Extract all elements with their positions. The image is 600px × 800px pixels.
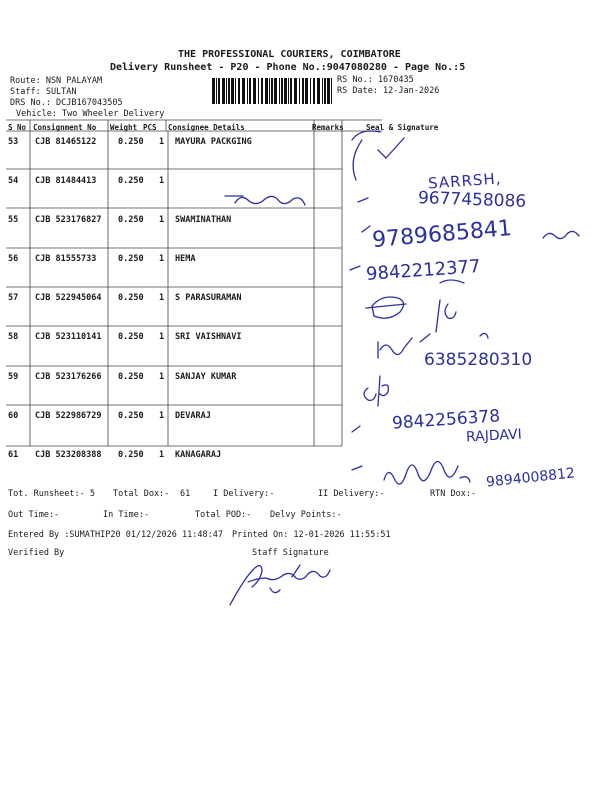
row-consignment-no: CJB 81555733: [35, 254, 97, 264]
row-consignee: MAYURA PACKGING: [175, 137, 252, 147]
row-sno: 58: [8, 332, 19, 342]
row-pcs: 1: [159, 332, 165, 342]
total-dox-label: Total Dox:-: [113, 489, 170, 499]
row-consignment-no: CJB 523176827: [35, 215, 102, 225]
row-consignment-no: CJB 81465122: [35, 137, 97, 147]
col-header-pcs: PCS: [143, 123, 157, 132]
row-consignment-no: CJB 522945064: [35, 293, 102, 303]
row-weight: 0.250: [118, 450, 144, 460]
delvy-points-label: Delvy Points:-: [270, 510, 342, 520]
row-pcs: 1: [159, 450, 165, 460]
col-header-sno: S No: [8, 123, 27, 132]
handwritten-name-row54: SARRSH,: [427, 169, 503, 193]
row-consignment-no: CJB 522986729: [35, 411, 102, 421]
row-consignee: S PARASURAMAN: [175, 293, 242, 303]
row-pcs: 1: [159, 215, 165, 225]
row-consignment-no: CJB 523176266: [35, 372, 102, 382]
drs-number: DRS No.: DCJB167043505: [10, 98, 123, 108]
row-weight: 0.250: [118, 137, 144, 147]
row-pcs: 1: [159, 372, 165, 382]
handwritten-phone-row55: 9789685841: [371, 215, 513, 254]
handwritten-phone-row56: 9842212377: [365, 256, 482, 285]
total-runsheet: Tot. Runsheet:- 5: [8, 489, 95, 499]
entered-by: Entered By :SUMATHIP20 01/12/2026 11:48:47: [8, 530, 223, 540]
row-pcs: 1: [159, 254, 165, 264]
row-consignee: HEMA: [175, 254, 196, 264]
row-weight: 0.250: [118, 293, 144, 303]
row-pcs: 1: [159, 176, 165, 186]
col-header-weight: Weight: [110, 123, 138, 132]
company-title: THE PROFESSIONAL COURIERS, COIMBATORE: [178, 49, 401, 60]
row-consignee: KANAGARAJ: [175, 450, 222, 460]
row-sno: 59: [8, 372, 19, 382]
row-sno: 61: [8, 450, 19, 460]
rs-number: RS No.: 1670435: [337, 75, 414, 85]
row-sno: 56: [8, 254, 19, 264]
handwritten-phone-row60: 9842256378: [391, 406, 501, 434]
staff-signature-label: Staff Signature: [252, 548, 329, 558]
row-consignee: SANJAY KUMAR: [175, 372, 237, 382]
row-weight: 0.250: [118, 215, 144, 225]
route-label: Route: NSN PALAYAM: [10, 76, 103, 86]
row-weight: 0.250: [118, 332, 144, 342]
row-consignment-no: CJB 523208388: [35, 450, 102, 460]
handwritten-name-row60: RAJDAVI: [465, 426, 523, 446]
total-pod-label: Total POD:-: [195, 510, 252, 520]
vehicle-label: Vehicle: Two Wheeler Delivery: [16, 109, 165, 119]
col-header-consignee: Consignee Details: [168, 123, 245, 132]
handwritten-phone-row54: 9677458086: [417, 188, 527, 212]
row-consignment-no: CJB 81484413: [35, 176, 97, 186]
row-weight: 0.250: [118, 176, 144, 186]
row-sno: 55: [8, 215, 19, 225]
runsheet-subtitle: Delivery Runsheet - P20 - Phone No.:9047080280 - Page No.:5: [110, 62, 466, 73]
staff-label: Staff: SULTAN: [10, 87, 77, 97]
row-sno: 54: [8, 176, 19, 186]
row-weight: 0.250: [118, 411, 144, 421]
row-consignee: DEVARAJ: [175, 411, 211, 421]
row-sno: 60: [8, 411, 19, 421]
row-pcs: 1: [159, 293, 165, 303]
verified-by-label: Verified By: [8, 548, 65, 558]
row-consignee: SWAMINATHAN: [175, 215, 232, 225]
col-header-consignment: Consignment No: [33, 123, 97, 132]
col-header-remarks: Remarks: [312, 123, 344, 132]
col-header-seal: Seal & Signature: [366, 123, 439, 132]
row-sno: 53: [8, 137, 19, 147]
row-consignment-no: CJB 523110141: [35, 332, 102, 342]
in-time-label: In Time:-: [103, 510, 150, 520]
row-sno: 57: [8, 293, 19, 303]
row-pcs: 1: [159, 137, 165, 147]
ii-delivery-label: II Delivery:-: [318, 489, 385, 499]
out-time-label: Out Time:-: [8, 510, 60, 520]
row-weight: 0.250: [118, 372, 144, 382]
row-weight: 0.250: [118, 254, 144, 264]
row-consignee: SRI VAISHNAVI: [175, 332, 242, 342]
printed-on: Printed On: 12-01-2026 11:55:51: [232, 530, 391, 540]
rtn-dox-label: RTN Dox:-: [430, 489, 477, 499]
total-dox-value: 61: [180, 489, 191, 499]
row-pcs: 1: [159, 411, 165, 421]
handwritten-phone-row58: 6385280310: [424, 350, 533, 370]
i-delivery-label: I Delivery:-: [213, 489, 275, 499]
rs-date: RS Date: 12-Jan-2026: [337, 86, 440, 96]
handwritten-phone-row61: 9894008812: [485, 465, 576, 491]
